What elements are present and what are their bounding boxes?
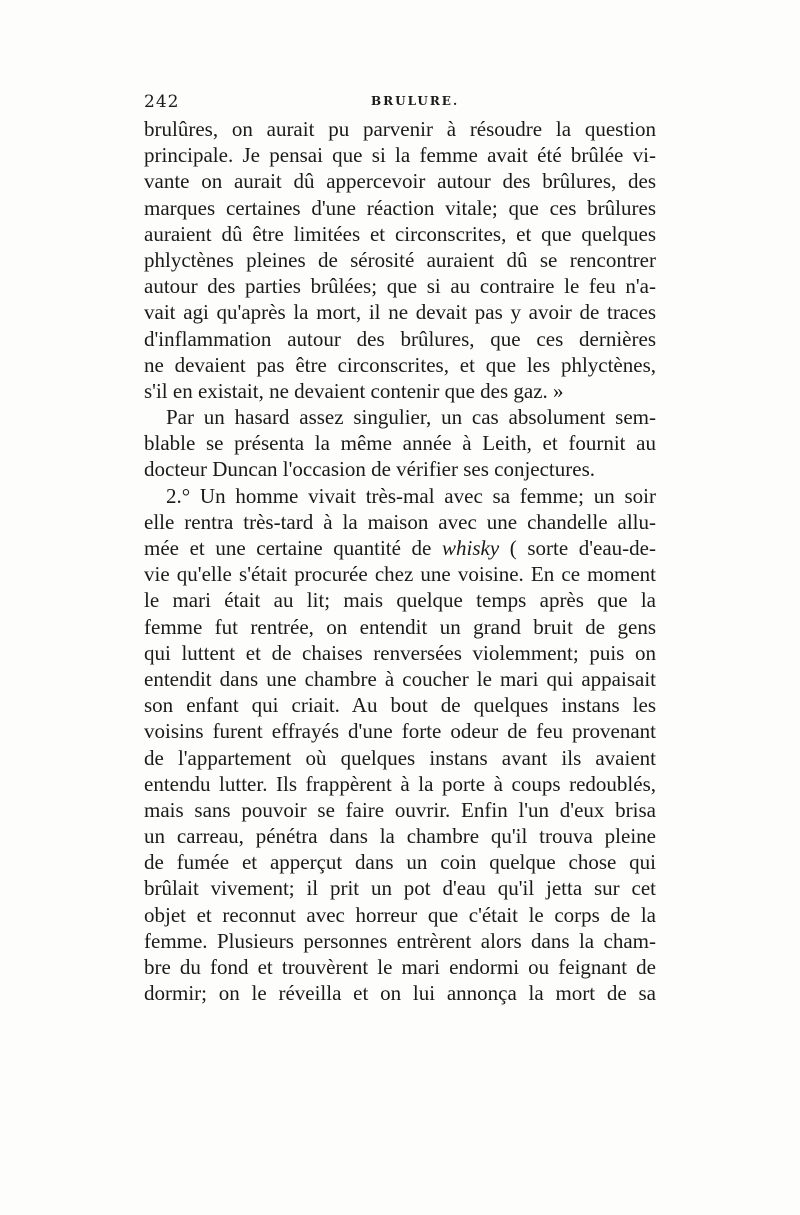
text-line: docteur Duncan l'occasion de vérifier ses conjectures. (144, 457, 596, 482)
text-line: voisins furent effrayés d'une forte odeur de feu provenant (144, 719, 656, 744)
text-line: marques certaines d'une réaction vitale; que ces brûlures (144, 195, 656, 220)
text-line: le mari était au lit; mais quelque temps après que la (144, 588, 656, 613)
text-line: femme fut rentrée, on entendit un grand bruit de gens (144, 614, 656, 639)
text-line: son enfant qui criait. Au bout de quelques instans les (144, 693, 656, 718)
text-line: phlyctènes pleines de sérosité auraient dû se rencontrer (144, 247, 656, 272)
text-line: brûlait vivement; il prit un pot d'eau qu'il jetta sur cet (144, 876, 656, 901)
body-text (144, 116, 656, 1033)
text-line: auraient dû être limitées et circonscrites, et que quelques (144, 221, 656, 246)
text-line: qui luttent et de chaises renversées violemment; puis on (144, 640, 656, 665)
text-line: bre du fond et trouvèrent le mari endormi ou feignant de (144, 955, 656, 979)
page-header (144, 92, 656, 114)
text-line: blable se présenta la même année à Leith, et fournit au (144, 431, 656, 456)
text-line: un carreau, pénétra dans la chambre qu'il trouva pleine (144, 824, 656, 849)
text-line: ne devaient pas être circonscrites, et que les phlyctènes, (144, 352, 656, 377)
running-head: BRULURE. (371, 94, 460, 108)
text-line: s'il en existait, ne devaient contenir que des gaz. » (144, 378, 564, 403)
text-line: dormir; on le réveilla et on lui annonça la mort de sa (144, 981, 656, 1006)
text-line: vait agi qu'après la mort, il ne devait pas y avoir de traces (144, 300, 656, 325)
text-line: brulûres, on aurait pu parvenir à résoudre la question (144, 117, 656, 141)
text-line: entendu lutter. Ils frappèrent à la porte à coups redoublés, (144, 771, 656, 796)
text-line: elle rentra très-tard à la maison avec une chandelle allu- (144, 509, 656, 534)
text-line (144, 535, 656, 561)
text-line: de l'appartement où quelques instans avant ils avaient (144, 745, 656, 770)
text-line: d'inflammation autour des brûlures, que ces dernières (144, 326, 656, 351)
text-line: vante on aurait dû appercevoir autour des brûlures, des (144, 169, 656, 194)
text-segment: ( sorte d'eau-de- (499, 536, 656, 560)
text-line: mais sans pouvoir se faire ouvrir. Enfin l'un d'eux brisa (144, 797, 656, 822)
page-number: 242 (144, 92, 180, 112)
text-line: principale. Je pensai que si la femme avait été brûlée vi- (144, 143, 656, 168)
text-line: de fumée et apperçut dans un coin quelque chose qui (144, 850, 656, 875)
text-segment: mée et une certaine quantité de (144, 536, 442, 560)
text-line (144, 1006, 656, 1032)
text-line: 2.° Un homme vivait très-mal avec sa femme; un soir (166, 483, 656, 508)
text-line: autour des parties brûlées; que si au contraire le feu n'a- (144, 274, 656, 299)
text-line: femme. Plusieurs personnes entrèrent alors dans la cham- (144, 928, 656, 953)
text-line: Par un hasard assez singulier, un cas absolument sem- (166, 405, 656, 430)
text-line: objet et reconnut avec horreur que c'était le corps de la (144, 902, 656, 927)
italic-word: whisky (441, 536, 500, 560)
text-line: entendit dans une chambre à coucher le mari qui appaisait (144, 666, 656, 691)
text-line: vie qu'elle s'était procurée chez une voisine. En ce moment (144, 562, 656, 587)
